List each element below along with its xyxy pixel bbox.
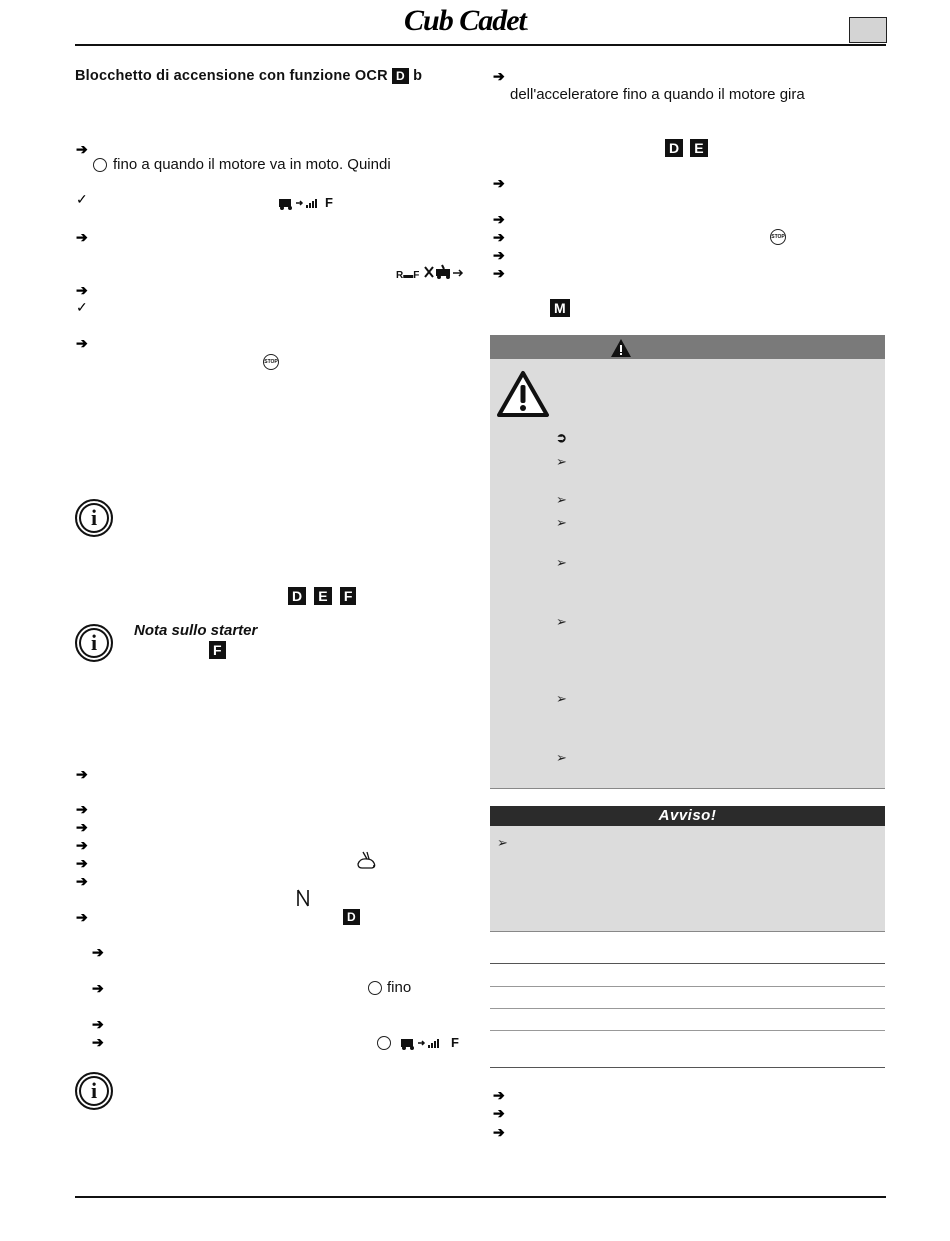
chevron-icon: ➢ — [556, 691, 567, 706]
fino-text: fino — [387, 979, 412, 996]
arrow-icon: ➔ — [493, 175, 505, 191]
arrow-icon: ➔ — [92, 944, 104, 960]
badge-d: D — [392, 68, 409, 84]
neutral-icon — [296, 889, 310, 911]
arrow-icon: ➔ — [92, 980, 104, 996]
gear-f-label: F — [325, 195, 333, 210]
cub-cadet-logo: Cub Cadet. — [404, 4, 528, 37]
note-badge: F — [209, 641, 226, 659]
arrow-icon: ➔ — [76, 837, 88, 853]
arrow-icon: ➔ — [76, 855, 88, 871]
arrow-icon: ➔ — [493, 265, 505, 281]
arrow-icon: ➔ — [76, 282, 88, 298]
badge-group-def — [288, 587, 356, 605]
badge-d: D — [288, 587, 306, 605]
badge-e: E — [690, 139, 707, 157]
arrow-icon: ➔ — [76, 335, 88, 351]
arrow-icon: ➔ — [76, 766, 88, 782]
arrow-icon: ➔ — [493, 1087, 505, 1103]
arrow-icon: ➔ — [76, 873, 88, 889]
chevron-icon: ➢ — [556, 555, 567, 570]
arrow-icon: ➔ — [76, 909, 88, 925]
info-icon: i — [75, 499, 113, 537]
footer-rule — [75, 1196, 886, 1198]
check-icon: ✓ — [76, 191, 88, 207]
chevron-icon: ➢ — [556, 750, 567, 765]
chevron-icon: ➢ — [556, 454, 567, 469]
accelerator-text: dell'acceleratore fino a quando il motore gira — [510, 86, 805, 103]
stop-icon: STOP — [263, 354, 279, 370]
table-rule — [490, 963, 885, 964]
arrow-icon: ➔ — [493, 229, 505, 245]
arrow-icon: ➔ — [493, 1124, 505, 1140]
chevron-icon: ➢ — [556, 614, 567, 629]
section-title: Blocchetto di accensione con funzione OCR D b — [75, 68, 423, 84]
warning-header — [490, 335, 885, 359]
badge-e: E — [314, 587, 331, 605]
arrow-icon: ➔ — [493, 211, 505, 227]
ignition-key-icon — [93, 158, 107, 172]
note-title: Nota sullo starter — [134, 622, 258, 639]
arrow-icon: ➔ — [92, 1034, 104, 1050]
warning-triangle-icon — [496, 370, 550, 422]
info-icon: i — [75, 1072, 113, 1110]
chevron-icon: ➢ — [556, 515, 567, 530]
stop-icon: STOP — [770, 229, 786, 245]
badge-d: D — [343, 908, 360, 925]
reverse-label: R▬F — [396, 270, 420, 281]
arrow-icon: ➔ — [493, 1105, 505, 1121]
badge-d: D — [665, 139, 683, 157]
gear-f-label: F — [451, 1035, 459, 1050]
badge-m: M — [550, 299, 570, 317]
arrow-icon: ➔ — [76, 819, 88, 835]
key-start-icon — [377, 1036, 391, 1050]
table-rule — [490, 1030, 885, 1031]
warning-small-icon — [610, 338, 632, 362]
circle-arrow-icon: ➲ — [556, 430, 567, 445]
arrow-icon: ➔ — [493, 247, 505, 263]
chevron-icon: ➢ — [497, 835, 508, 850]
chevron-icon: ➢ — [556, 492, 567, 507]
badge-group-de — [665, 139, 708, 157]
badge-f: F — [340, 587, 357, 605]
no-reverse-mowing-icon — [424, 264, 464, 284]
arrow-icon: ➔ — [76, 801, 88, 817]
arrow-icon: ➔ — [76, 141, 88, 157]
ignition-key-icon — [368, 981, 382, 995]
page-number-box — [849, 17, 887, 43]
table-rule — [490, 986, 885, 987]
table-rule — [490, 1067, 885, 1068]
header-rule — [75, 44, 886, 46]
instruction-text: fino a quando il motore va in moto. Quindi — [113, 156, 391, 173]
info-icon: i — [75, 624, 113, 662]
arrow-icon: ➔ — [76, 229, 88, 245]
table-rule — [490, 1008, 885, 1009]
tractor-gear-icon — [278, 196, 328, 213]
arrow-icon: ➔ — [92, 1016, 104, 1032]
notice-header: Avviso! — [490, 806, 885, 826]
check-icon: ✓ — [76, 299, 88, 315]
arrow-icon: ➔ — [493, 68, 505, 84]
rabbit-fast-icon — [354, 850, 380, 876]
tractor-gear-icon — [400, 1036, 450, 1053]
